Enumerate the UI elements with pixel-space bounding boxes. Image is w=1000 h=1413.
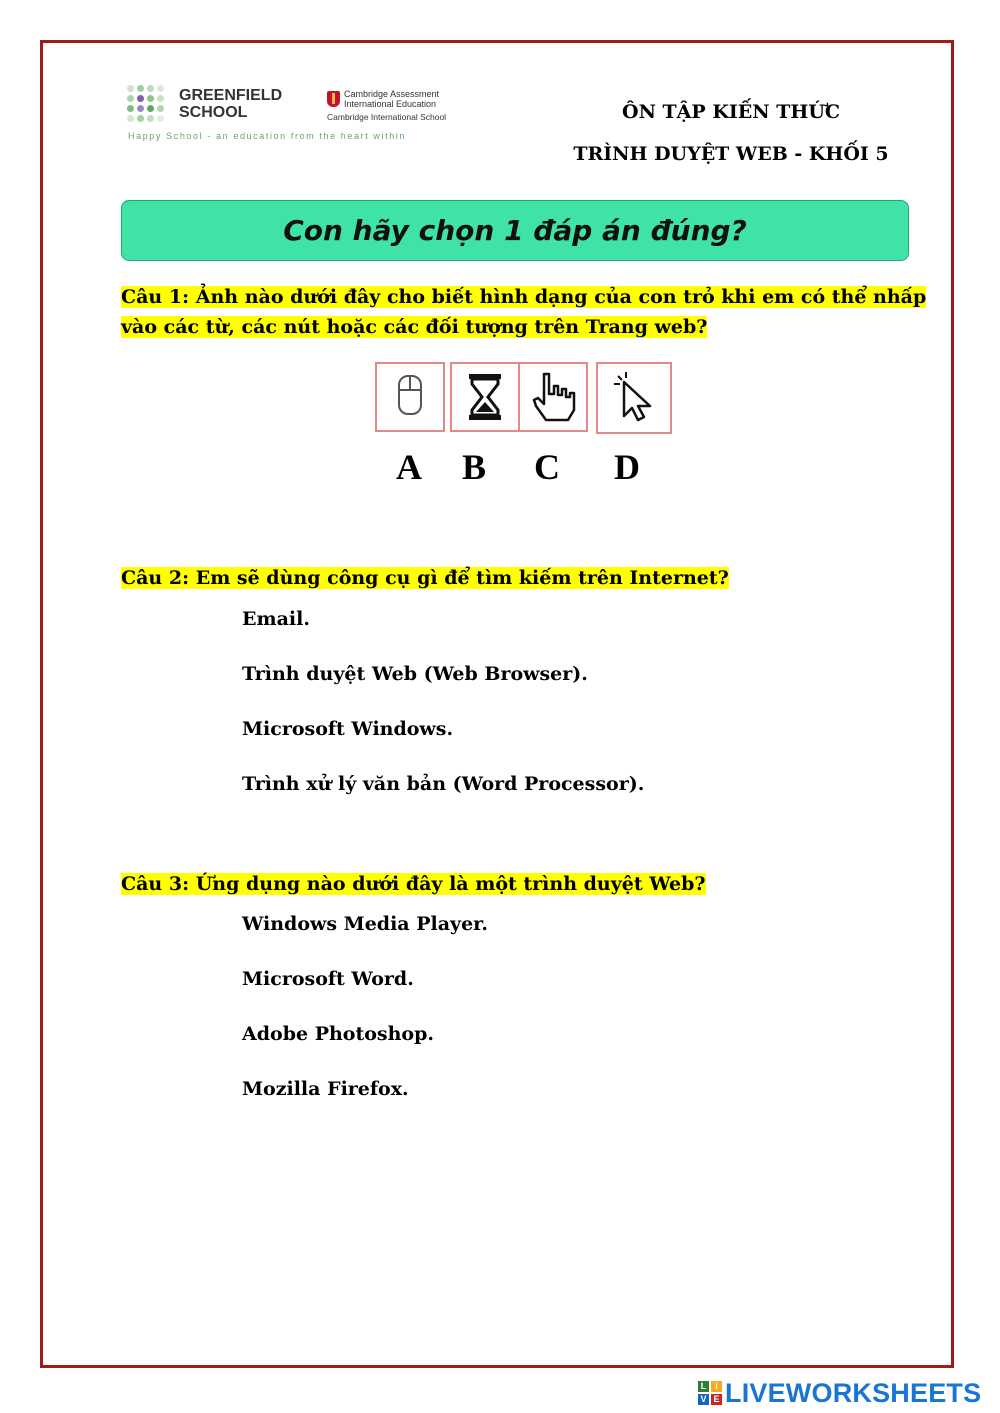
question-3 (121, 869, 933, 899)
question-1-text: Câu 1: Ảnh nào dưới đây cho biết hình dạng của con trỏ khi em có thể nhấp vào các từ, các nút hoặc các đối tượng trên Trang web? (121, 286, 927, 338)
mark-letter-v: V (698, 1394, 709, 1405)
arrow-cursor-icon (598, 364, 670, 432)
school-name-line2: SCHOOL (179, 104, 248, 121)
option-b-image[interactable] (450, 362, 520, 432)
hand-pointer-icon (520, 364, 586, 430)
question-2-option-3[interactable]: Microsoft Windows. (242, 718, 454, 740)
option-d-label: D (614, 447, 640, 487)
option-a-label: A (396, 447, 422, 487)
option-c-label: C (534, 447, 560, 487)
mouse-icon (377, 364, 443, 430)
option-d-image[interactable] (596, 362, 672, 434)
question-2-option-2[interactable]: Trình duyệt Web (Web Browser). (242, 663, 588, 685)
cambridge-subtitle: Cambridge International School (327, 112, 447, 122)
liveworksheets-mark-icon (698, 1381, 722, 1405)
option-a-image[interactable] (375, 362, 445, 432)
question-2 (121, 563, 933, 593)
school-name (179, 87, 282, 121)
cambridge-line1: Cambridge Assessment (344, 89, 440, 99)
document-title-line1: ÔN TẬP KIẾN THỨC (622, 101, 840, 123)
question-3-option-4[interactable]: Mozilla Firefox. (242, 1078, 409, 1100)
logo-dots-icon (127, 85, 171, 125)
question-2-option-4[interactable]: Trình xử lý văn bản (Word Processor). (242, 773, 645, 795)
instruction-text: Con hãy chọn 1 đáp án đúng? (283, 214, 747, 247)
question-3-option-3[interactable]: Adobe Photoshop. (242, 1023, 434, 1045)
question-3-option-2[interactable]: Microsoft Word. (242, 968, 414, 990)
mark-letter-l: L (698, 1381, 709, 1392)
question-3-option-1[interactable]: Windows Media Player. (242, 913, 489, 935)
mark-letter-e: E (711, 1394, 722, 1405)
option-c-image[interactable] (518, 362, 588, 432)
question-2-text: Câu 2: Em sẽ dùng công cụ gì để tìm kiếm trên Internet? (121, 567, 729, 589)
instruction-banner (121, 200, 909, 261)
hourglass-icon (452, 364, 518, 430)
liveworksheets-brand: LIVEWORKSHEETS (725, 1377, 982, 1408)
school-name-line1: GREENFIELD (179, 87, 283, 104)
cambridge-name (344, 89, 439, 109)
question-2-option-1[interactable]: Email. (242, 608, 310, 630)
school-logo (127, 85, 447, 145)
cambridge-line2: International Education (344, 99, 437, 109)
question-3-text: Câu 3: Ứng dụng nào dưới đây là một trình duyệt Web? (121, 873, 706, 895)
mark-letter-i: i (711, 1381, 722, 1392)
question-1 (121, 282, 933, 342)
document-title-line2: TRÌNH DUYỆT WEB - KHỐI 5 (573, 143, 889, 165)
liveworksheets-logo (698, 1376, 981, 1410)
cambridge-shield-icon (327, 91, 340, 107)
option-b-label: B (461, 447, 486, 487)
school-tagline: Happy School - an education from the heart within (128, 131, 407, 141)
